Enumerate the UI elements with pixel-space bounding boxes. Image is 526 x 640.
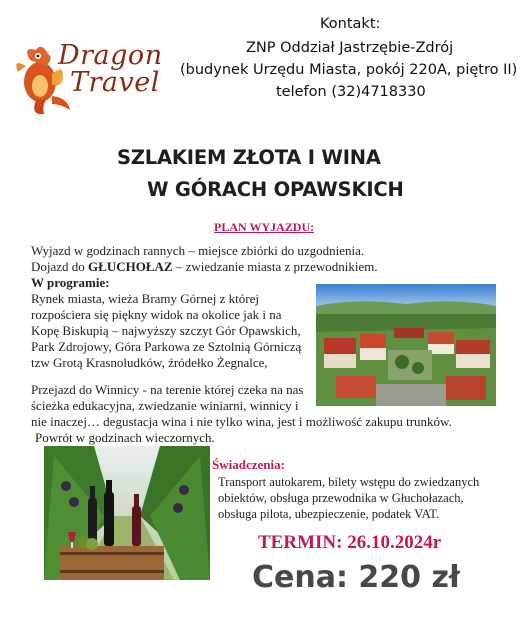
contact-phone: telefon (32)4718330 <box>276 84 426 100</box>
town-photo <box>316 284 496 406</box>
benefit-line: obiektów, obsługa przewodnika w Głuchołazach, <box>218 491 464 505</box>
page-title-line-2: W GÓRACH OPAWSKICH <box>147 178 404 201</box>
logo-text-travel: Travel <box>70 67 160 98</box>
program-line: Kopę Biskupią – najwyższy szczyt Gór Opawskich, <box>31 323 301 338</box>
winnica-line: Przejazd do Winnicy - na terenie której czeka na nas <box>31 382 304 397</box>
program-line: Rynek miasta, wieża Bramy Górnej z której <box>31 291 259 306</box>
logo-text-dragon: Dragon <box>58 40 163 71</box>
winnica-line: nie inaczej… degustacja wina i nie tylko wina, jest i możliwość zakupu trunków. <box>31 414 452 429</box>
wine-photo <box>44 446 210 580</box>
winnica-line: ścieżka edukacyjna, zwiedzanie winiarni, winnicy i <box>31 398 299 413</box>
program-line: rozpościera się piękny widok na okolice jak i na <box>31 307 282 322</box>
bottom-margin <box>0 600 526 640</box>
program-line: tzw Grotą Krasnoludków, źródełko Żegnalce, <box>31 355 268 370</box>
program-label: W programie: <box>31 275 110 290</box>
contact-title: Kontakt: <box>320 16 381 32</box>
benefit-line: obsługa pilota, ubezpieczenie, podatek VAT. <box>218 507 440 521</box>
intro-line-2-bold: GŁUCHOŁAZ <box>88 259 173 274</box>
price: Cena: 220 zł <box>252 560 461 595</box>
plan-label: PLAN WYJAZDU: <box>214 220 315 234</box>
intro-line-2-prefix: Dojazd do <box>31 259 89 274</box>
intro-line-2 <box>31 259 378 275</box>
intro-line-1: Wyjazd w godzinach rannych – miejsce zbiórki do uzgodnienia. <box>31 243 365 258</box>
intro-line-2-suffix: – zwiedzanie miasta z przewodnikiem. <box>172 259 378 274</box>
winnica-line: Powrót w godzinach wieczornych. <box>35 430 215 445</box>
trip-date: TERMIN: 26.10.2024r <box>258 532 442 553</box>
program-line: Park Zdrojowy, Góra Parkowa ze Sztolnią Górniczą <box>31 339 302 354</box>
benefits-label: Świadczenia: <box>212 457 285 472</box>
contact-org: ZNP Oddział Jastrzębie-Zdrój <box>246 40 454 56</box>
benefit-line: Transport autokarem, bilety wstępu do zwiedzanych <box>218 475 480 489</box>
page-title-line-1: SZLAKIEM ZŁOTA I WINA <box>117 146 381 169</box>
contact-address: (budynek Urzędu Miasta, pokój 220A, piętro II) <box>180 62 518 78</box>
